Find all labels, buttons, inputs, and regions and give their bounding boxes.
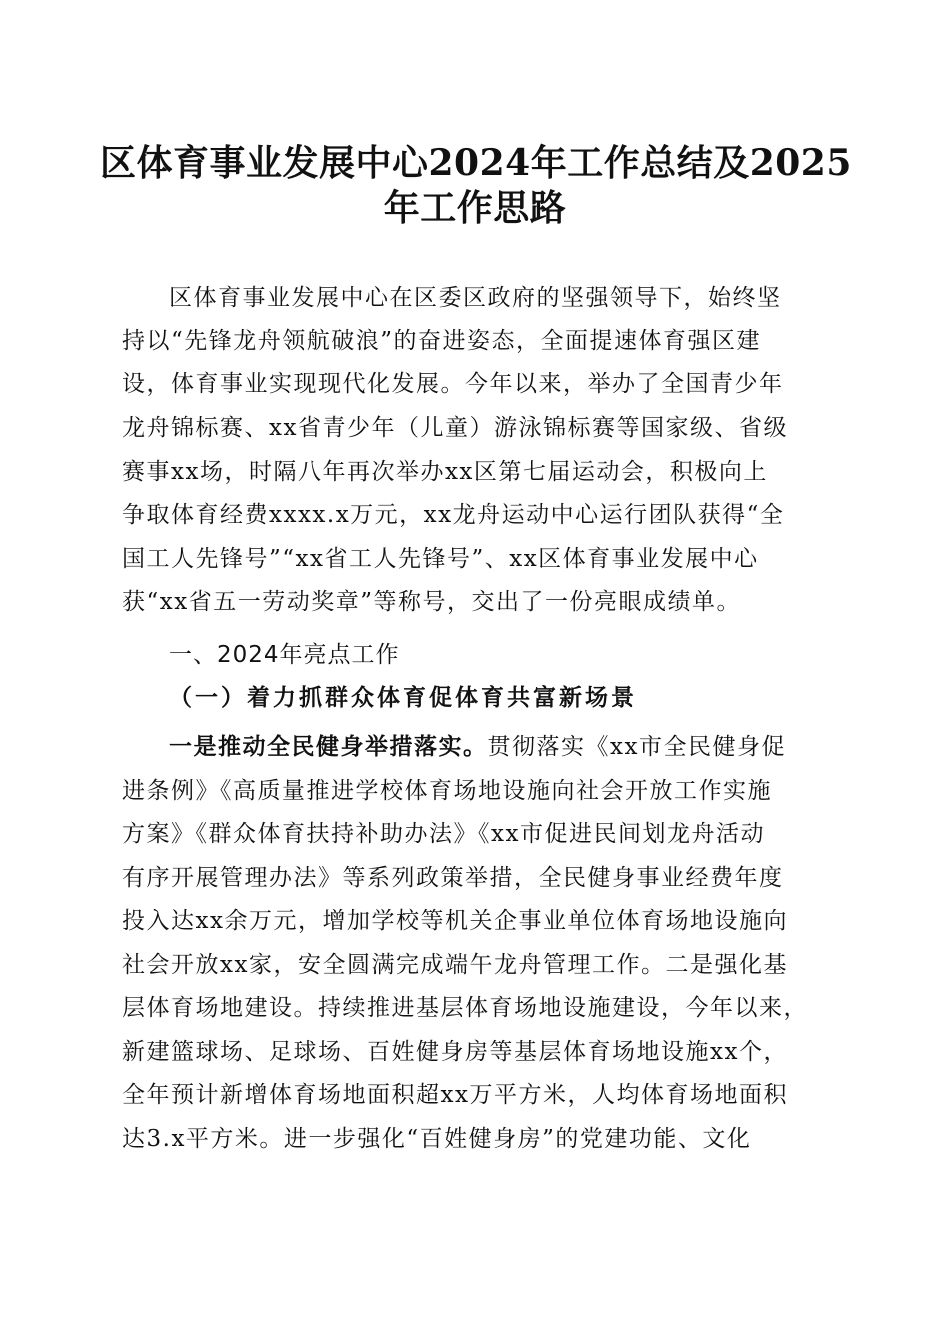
document-title-line-1: 区体育事业发展中心2024年工作总结及2025: [100, 142, 852, 184]
intro-line: 区体育事业发展中心在区委区政府的坚强领导下，始终坚: [169, 285, 782, 311]
body-first-rest: 贯彻落实《xx市全民健身促: [487, 734, 786, 760]
intro-line: 设，体育事业实现现代化发展。今年以来，举办了全国青少年: [122, 371, 784, 397]
body-line: 方案》《群众体育扶持补助办法》《xx市促进民间划龙舟活动: [122, 821, 765, 847]
body-line: 进条例》《高质量推进学校体育场地设施向社会开放工作实施: [122, 778, 772, 804]
body-lead-phrase: 一是推动全民健身举措落实。: [169, 733, 488, 760]
body-line: 有序开展管理办法》等系列政策举措，全民健身事业经费年度: [122, 865, 784, 891]
body-line-first: [169, 732, 828, 762]
intro-line: 国工人先锋号”“xx省工人先锋号”、xx区体育事业发展中心: [122, 546, 759, 572]
intro-line: 龙舟锦标赛、xx省青少年（儿童）游泳锦标赛等国家级、省级: [122, 415, 788, 441]
intro-line: 赛事xx场，时隔八年再次举办xx区第七届运动会，积极向上: [122, 459, 768, 485]
intro-line: 争取体育经费xxxx.x万元，xx龙舟运动中心运行团队获得“全: [122, 502, 785, 528]
subsection-heading: （一）着力抓群众体育促体育共富新场景: [169, 684, 637, 711]
intro-line: 获“xx省五一劳动奖章”等称号，交出了一份亮眼成绩单。: [122, 589, 741, 615]
body-line: 社会开放xx家，安全圆满完成端午龙舟管理工作。二是强化基: [122, 952, 788, 978]
document-title-line-2: 年工作思路: [383, 187, 567, 229]
intro-line: 持以“先锋龙舟领航破浪”的奋进姿态，全面提速体育强区建: [122, 328, 762, 354]
body-line: 达3.x平方米。进一步强化“百姓健身房”的党建功能、文化: [122, 1126, 752, 1152]
body-line: 层体育场地建设。持续推进基层体育场地设施建设，今年以来，: [122, 995, 808, 1021]
body-line: 全年预计新增体育场地面积超xx万平方米，人均体育场地面积: [122, 1082, 788, 1108]
body-line: 新建篮球场、足球场、百姓健身房等基层体育场地设施xx个，: [122, 1039, 788, 1065]
section-heading: 一、2024年亮点工作: [169, 642, 400, 668]
body-line: 投入达xx余万元，增加学校等机关企事业单位体育场地设施向: [122, 908, 788, 934]
